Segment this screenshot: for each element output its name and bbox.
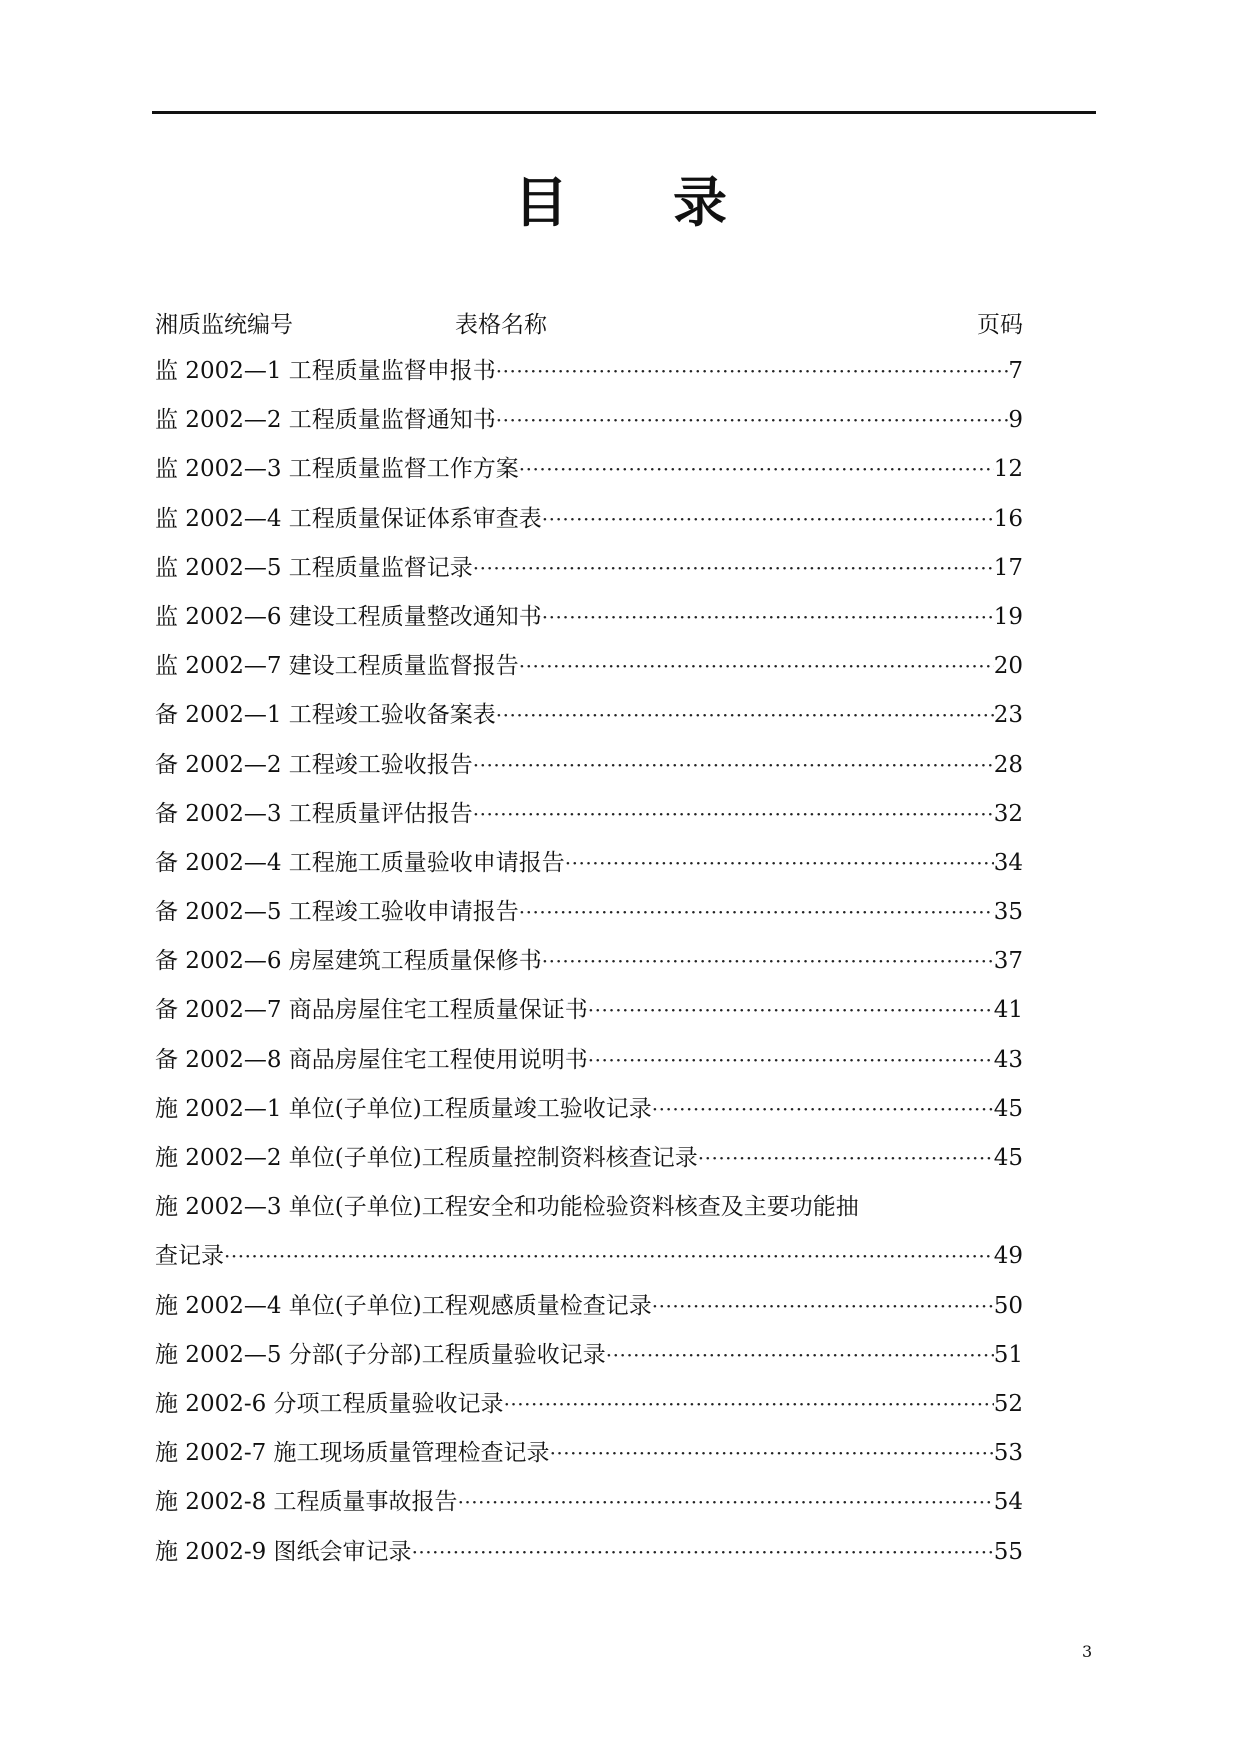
toc-entry-text: 施 2002—2 单位(子单位)工程质量控制资料核查记录 (155, 1145, 698, 1171)
page-title (0, 160, 1241, 237)
toc-entry-text: 备 2002—4 工程施工质量验收申请报告 (155, 849, 565, 876)
toc-entry[interactable] (155, 1090, 1023, 1139)
toc-leader (496, 408, 1009, 432)
toc-entry[interactable] (155, 893, 1023, 942)
toc-entry-text: 监 2002—3 工程质量监督工作方案 (155, 456, 519, 483)
toc-entry-page: 53 (993, 1440, 1023, 1467)
toc-entry-page: 17 (993, 554, 1023, 581)
toc-entry[interactable] (155, 991, 1023, 1040)
toc-leader (550, 1441, 994, 1465)
toc-entry-text: 备 2002—2 工程竣工验收报告 (155, 751, 473, 778)
toc-entry-text: 施 2002-7 施工现场质量管理检查记录 (155, 1440, 550, 1467)
toc-leader (542, 507, 994, 531)
toc-leader (473, 753, 994, 777)
toc-entry-page: 12 (993, 456, 1023, 483)
toc-entry-page: 34 (993, 849, 1023, 876)
toc-leader (542, 605, 994, 629)
toc-entry-text: 监 2002—2 工程质量监督通知书 (155, 407, 496, 434)
toc-entry-text: 备 2002—8 商品房屋住宅工程使用说明书 (155, 1046, 588, 1073)
toc-entry[interactable] (155, 598, 1023, 647)
toc-entry-text: 施 2002-8 工程质量事故报告 (155, 1489, 458, 1516)
toc-leader (412, 1540, 994, 1564)
toc-leader (542, 949, 994, 973)
title-char-1: 目 (514, 170, 568, 234)
toc-entry[interactable] (155, 1237, 1023, 1286)
toc-entry-text: 备 2002—7 商品房屋住宅工程质量保证书 (155, 997, 588, 1024)
toc-list (155, 352, 1023, 1582)
toc-entry[interactable] (155, 401, 1023, 450)
header-rule (152, 111, 1096, 114)
toc-entry-page: 45 (993, 1145, 1023, 1171)
toc-entry-page: 49 (993, 1243, 1023, 1270)
toc-entry-page: 54 (993, 1489, 1023, 1516)
toc-leader (588, 1048, 994, 1072)
toc-entry[interactable] (155, 696, 1023, 745)
toc-entry-page: 35 (993, 899, 1023, 926)
toc-leader (504, 1392, 994, 1416)
toc-entry[interactable] (155, 352, 1023, 401)
toc-entry-page: 52 (993, 1390, 1023, 1417)
toc-entry[interactable] (155, 1188, 1023, 1237)
toc-entry-page: 19 (993, 603, 1023, 630)
toc-leader (652, 1097, 994, 1121)
toc-entry-text: 备 2002—1 工程竣工验收备案表 (155, 702, 496, 729)
toc-entry-text: 监 2002—1 工程质量监督申报书 (155, 358, 496, 384)
toc-entry[interactable] (155, 1483, 1023, 1532)
toc-leader (565, 851, 994, 875)
header-page: 页码 (977, 312, 1023, 338)
toc-entry-page: 9 (1008, 407, 1023, 434)
page-number: 3 (1082, 1642, 1093, 1661)
toc-entry-text: 监 2002—6 建设工程质量整改通知书 (155, 603, 542, 630)
toc-leader (606, 1343, 994, 1367)
toc-leader (473, 556, 994, 580)
toc-leader (496, 703, 994, 727)
toc-entry-page: 45 (993, 1095, 1023, 1122)
toc-leader (519, 457, 994, 481)
toc-leader (496, 359, 1009, 383)
toc-entry[interactable] (155, 549, 1023, 598)
toc-entry-text: 施 2002—3 单位(子单位)工程安全和功能检验资料核查及主要功能抽 (155, 1194, 859, 1221)
toc-entry[interactable] (155, 500, 1023, 549)
toc-header (155, 306, 1023, 340)
toc-entry-page: 50 (993, 1292, 1023, 1319)
toc-entry[interactable] (155, 647, 1023, 696)
toc-entry[interactable] (155, 1533, 1023, 1582)
toc-entry-page: 20 (993, 653, 1023, 680)
toc-leader (588, 998, 994, 1022)
toc-entry-text: 施 2002-9 图纸会审记录 (155, 1538, 412, 1565)
toc-entry[interactable] (155, 746, 1023, 795)
toc-leader (458, 1490, 994, 1514)
toc-entry-page: 43 (993, 1046, 1023, 1073)
toc-entry[interactable] (155, 1139, 1023, 1188)
toc-leader (652, 1294, 994, 1318)
toc-entry-text: 备 2002—5 工程竣工验收申请报告 (155, 899, 519, 926)
toc-entry-text: 施 2002-6 分项工程质量验收记录 (155, 1390, 504, 1417)
toc-entry-page: 55 (993, 1538, 1023, 1565)
toc-entry[interactable] (155, 942, 1023, 991)
title-char-2: 录 (673, 170, 727, 234)
toc-entry[interactable] (155, 1041, 1023, 1090)
toc-entry-text: 施 2002—5 分部(子分部)工程质量验收记录 (155, 1341, 606, 1368)
toc-leader (473, 802, 994, 826)
toc-leader (519, 900, 994, 924)
toc-entry-page: 37 (993, 948, 1023, 975)
toc-entry-text: 施 2002—1 单位(子单位)工程质量竣工验收记录 (155, 1095, 652, 1122)
toc-leader (519, 654, 994, 678)
toc-entry-text: 施 2002—4 单位(子单位)工程观感质量检查记录 (155, 1292, 652, 1319)
toc-entry[interactable] (155, 795, 1023, 844)
toc-entry-text: 监 2002—4 工程质量保证体系审查表 (155, 505, 542, 532)
toc-entry-page: 32 (993, 800, 1023, 827)
toc-entry[interactable] (155, 1287, 1023, 1336)
toc-entry-text: 备 2002—6 房屋建筑工程质量保修书 (155, 948, 542, 975)
toc-entry-page: 51 (993, 1341, 1023, 1368)
header-code: 湘质监统编号 (155, 312, 293, 338)
toc-entry[interactable] (155, 844, 1023, 893)
toc-entry-text: 查记录 (155, 1243, 224, 1270)
toc-entry-page: 7 (1008, 358, 1023, 384)
toc-entry-page: 23 (993, 702, 1023, 729)
toc-entry-page: 16 (993, 505, 1023, 532)
toc-entry-text: 备 2002—3 工程质量评估报告 (155, 800, 473, 827)
toc-entry[interactable] (155, 1385, 1023, 1434)
toc-entry[interactable] (155, 450, 1023, 499)
header-name: 表格名称 (455, 312, 547, 338)
toc-entry-page: 28 (993, 751, 1023, 778)
toc-entry-text: 监 2002—5 工程质量监督记录 (155, 554, 473, 581)
toc-entry[interactable] (155, 1434, 1023, 1483)
toc-entry[interactable] (155, 1336, 1023, 1385)
toc-leader (224, 1244, 994, 1268)
toc-entry-page: 41 (993, 997, 1023, 1024)
toc-leader (698, 1146, 994, 1170)
toc-entry-text: 监 2002—7 建设工程质量监督报告 (155, 653, 519, 680)
